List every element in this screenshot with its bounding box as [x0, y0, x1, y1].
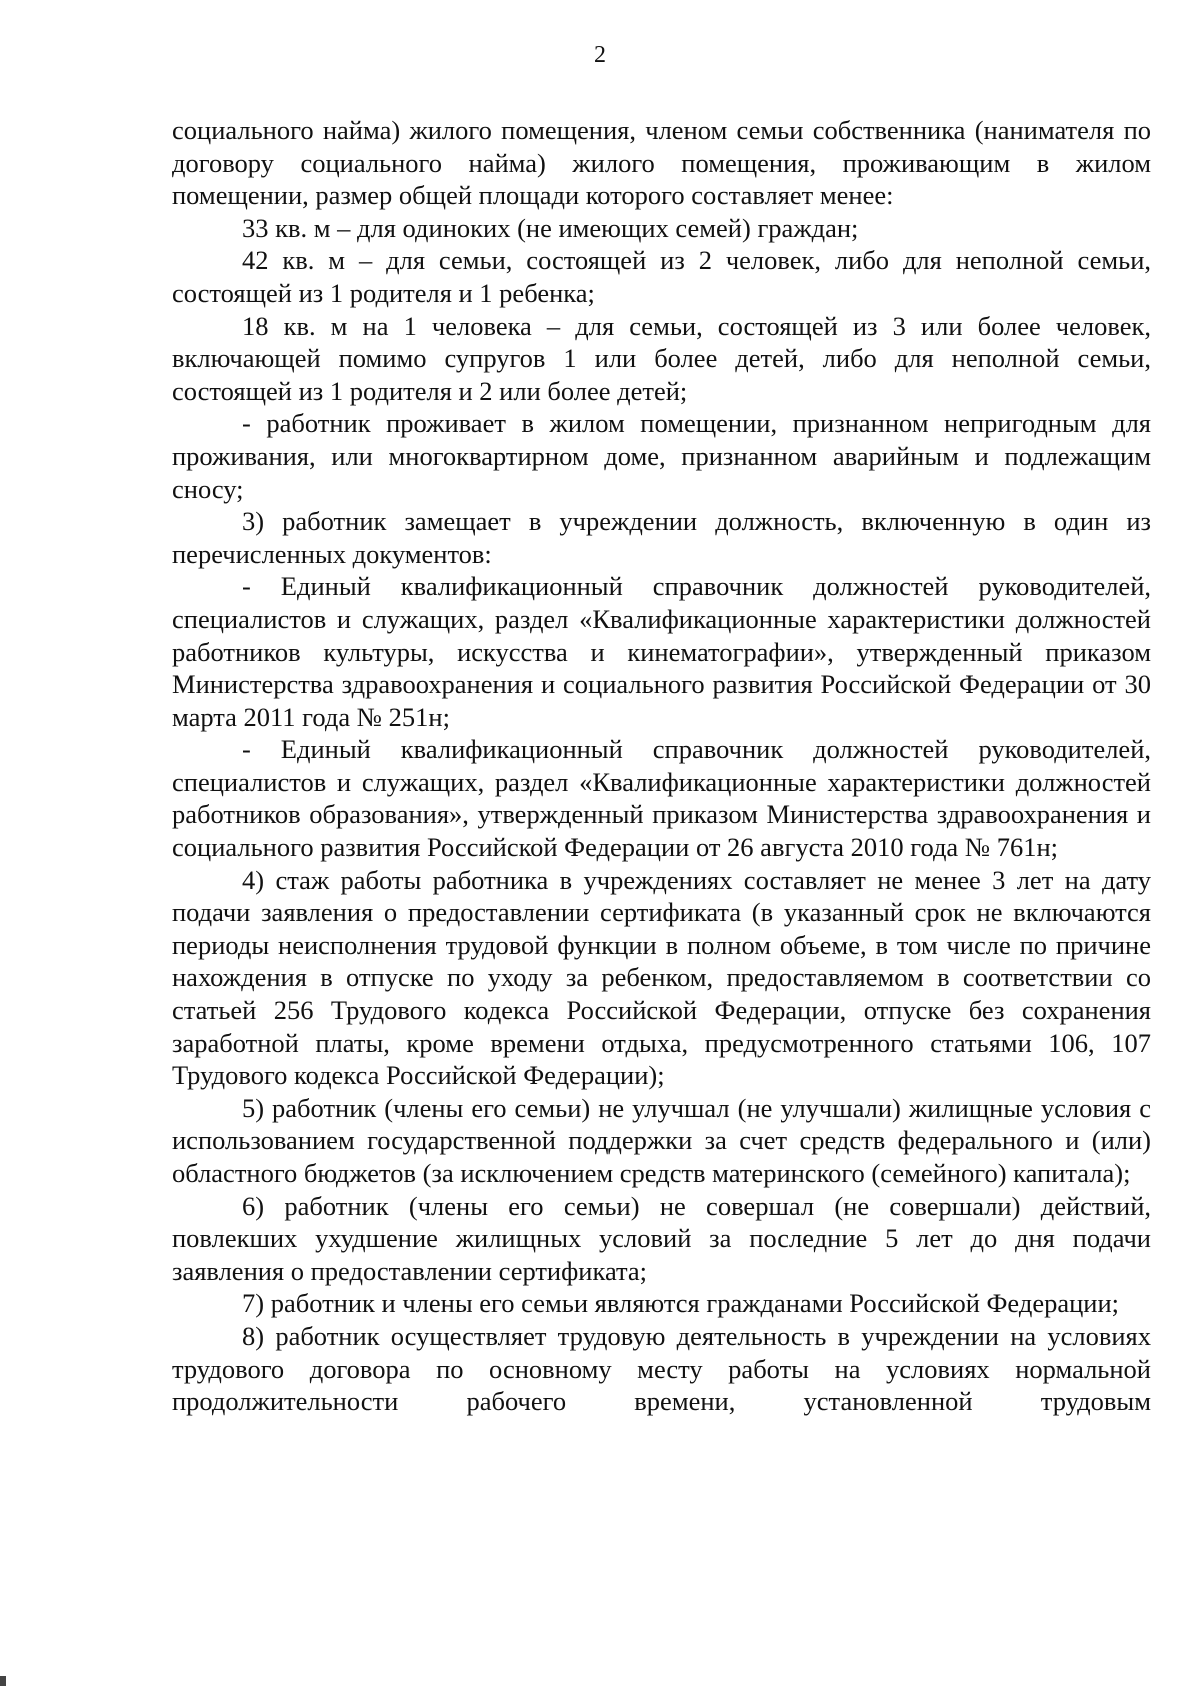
paragraph: социального найма) жилого помещения, членом семьи собственника (нанимателя по договору социального найма) жилого помещения, проживающим в жилом помещении, размер общей площади которого составляет менее: — [172, 115, 1151, 211]
paragraph: 6) работник (члены его семьи) не совершал (не совершали) действий, повлекших ухудшение жилищных условий за последние 5 лет до дня подачи заявления о предоставлении сертификата; — [172, 1190, 1151, 1286]
paragraph: 18 кв. м на 1 человека – для семьи, состоящей из 3 или более человек, включающей помимо супругов 1 или более детей, либо для неполной семьи, состоящей из 1 родителя и 2 или более детей; — [172, 310, 1151, 406]
paragraph: - Единый квалификационный справочник должностей руководителей, специалистов и служащих, раздел «Квалификационные характеристики должностей работников культуры, искусства и кинематографии», утвержденный приказом Министерства здравоохранения и социального развития Российской Федерации от 30 марта 2011 года № 251н; — [172, 571, 1151, 732]
paragraph: 5) работник (члены его семьи) не улучшал (не улучшали) жилищные условия с использованием государственной поддержки за счет средств федерального и (или) областного бюджетов (за исключением средств материнского (семейного) капитала); — [172, 1092, 1151, 1188]
scan-edge-mark — [0, 1676, 6, 1686]
paragraph: - работник проживает в жилом помещении, признанном непригодным для проживания, или многоквартирном доме, признанном аварийным и подлежащим сносу; — [172, 408, 1151, 504]
document-body — [172, 114, 1151, 1418]
paragraph: - Единый квалификационный справочник должностей руководителей, специалистов и служащих, раздел «Квалификационные характеристики должностей работников образования», утвержденный приказом Министерства здравоохранения и социального развития Российской Федерации от 26 августа 2010 года № 761н; — [172, 734, 1151, 863]
paragraph: 33 кв. м – для одиноких (не имеющих семей) граждан; — [242, 212, 859, 243]
paragraph: 42 кв. м – для семьи, состоящей из 2 человек, либо для неполной семьи, состоящей из 1 родителя и 1 ребенка; — [172, 245, 1151, 308]
paragraph: 3) работник замещает в учреждении должность, включенную в один из перечисленных документов: — [172, 506, 1151, 569]
paragraph: 8) работник осуществляет трудовую деятельность в учреждении на условиях трудового договора по основному месту работы на условиях нормальной продолжительности рабочего времени, установленной трудовым — [172, 1320, 1151, 1417]
paragraph: 7) работник и члены его семьи являются гражданами Российской Федерации; — [242, 1288, 1120, 1319]
page-number: 2 — [594, 42, 606, 68]
paragraph: 4) стаж работы работника в учреждениях составляет не менее 3 лет на дату подачи заявления о предоставлении сертификата (в указанный срок не включаются периоды неисполнения трудовой функции в полном объеме, в том числе по причине нахождения в отпуске по уходу за ребенком, предоставляемом в соответствии со статьей 256 Трудового кодекса Российской Федерации, отпуске без сохранения заработной платы, кроме времени отдыха, предусмотренного статьями 106, 107 Трудового кодекса Российской Федерации); — [172, 864, 1151, 1091]
